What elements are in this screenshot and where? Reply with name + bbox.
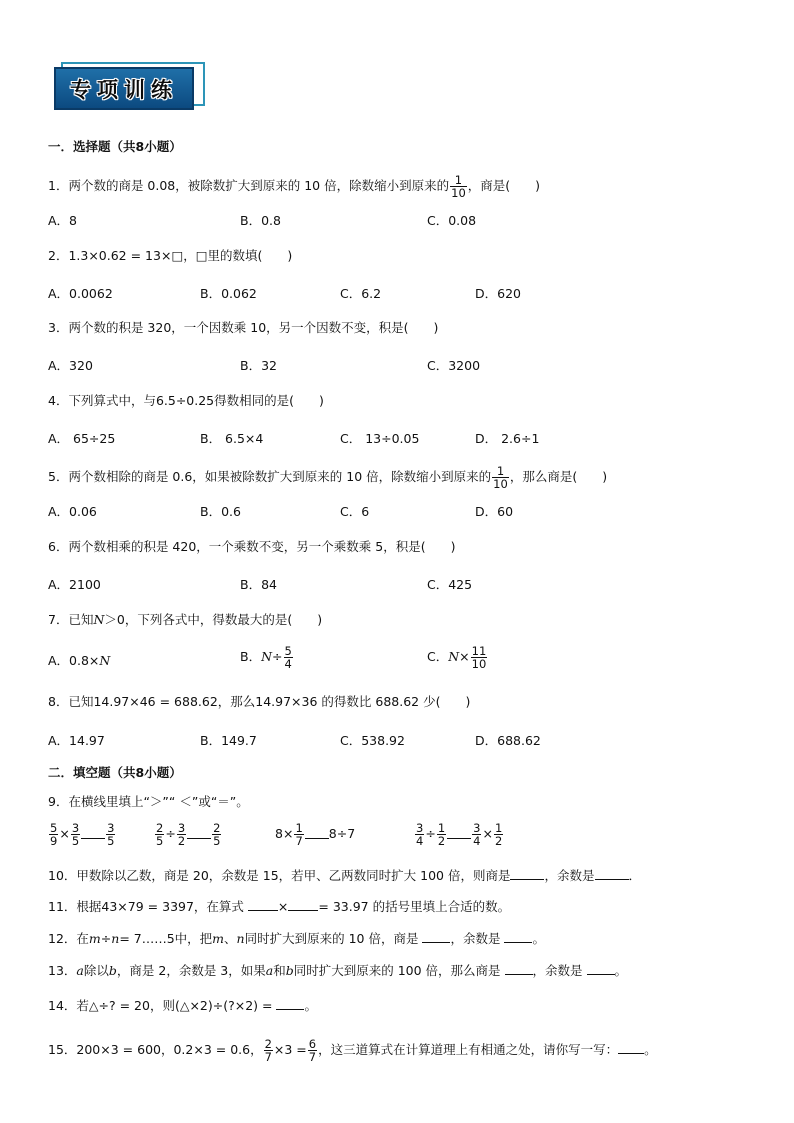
question-10: 10．甲数除以乙数，商是 20，余数是 15，若甲、乙两数同时扩大 100 倍，则商是 ，余数是 ．	[48, 868, 642, 883]
q1-option-c: C．0.08	[427, 213, 477, 228]
q3-option-c: C．3200	[427, 358, 481, 373]
q4-option-d: D． 2.6÷1	[475, 431, 540, 446]
q8-option-c: C．538.92	[340, 733, 405, 748]
question-4: 4．下列算式中，与6.5÷0.25得数相同的是( )	[48, 393, 324, 408]
q2-option-d: D．620	[475, 286, 521, 301]
q12-blank-quotient[interactable]	[422, 930, 450, 943]
section1-heading: 一．选择题（共8小题）	[48, 139, 182, 154]
q13-blank-remainder[interactable]	[587, 962, 615, 975]
q4-option-b: B． 6.5×4	[200, 431, 264, 446]
section2-heading: 二．填空题（共8小题）	[48, 765, 182, 780]
q7-option-a: A．0.8×N	[48, 653, 111, 668]
question-14: 14．若△÷? = 20，则(△×2)÷(?×2) = 。	[48, 998, 317, 1013]
q9-expr-2: $\frac{2}{5}$ ÷ $\frac{3}{2}$ $\frac{2}{5}$	[156, 821, 221, 848]
q15-blank[interactable]	[618, 1041, 644, 1054]
q10-blank-quotient[interactable]	[510, 867, 544, 880]
q12-blank-remainder[interactable]	[504, 930, 532, 943]
q1-fraction: $\frac{1}{10}$	[451, 173, 466, 200]
question-6: 6．两个数相乘的积是 420，一个乘数不变，另一个乘数乘 5，积是( )	[48, 539, 456, 554]
q6-option-b: B．84	[240, 577, 277, 592]
q7-option-b: B．N÷ $\frac{5}{4}$	[240, 644, 292, 671]
question-2: 2．1.3×0.62 = 13×□，□里的数填( )	[48, 248, 293, 263]
q5-option-b: B．0.6	[200, 504, 241, 519]
q8-option-b: B．149.7	[200, 733, 257, 748]
question-8: 8．已知14.97×46 = 688.62，那么14.97×36 的得数比 688.62 少( )	[48, 694, 471, 709]
question-1	[48, 174, 540, 199]
q9-blank-1[interactable]	[81, 830, 105, 839]
q5-option-c: C．6	[340, 504, 370, 519]
q9-expr-3: 8× $\frac{1}{7}$ 8÷7	[275, 821, 356, 848]
q9-expr-1: $\frac{5}{9}$ × $\frac{3}{5}$ $\frac{3}{5}$	[50, 821, 115, 848]
question-15: 15．200×3 = 600，0.2×3 = 0.6， $\frac{2}{7}$ ×3 = $\frac{6}{7}$ ，这三道算式在计算道理上有相通之处，请你写一写： 。	[48, 1037, 657, 1064]
q5-fraction: $\frac{1}{10}$	[493, 464, 508, 491]
q1-option-a: A．8	[48, 213, 78, 228]
q7-option-c: C．N× $\frac{11}{10}$	[427, 644, 487, 671]
banner-title: 专项训练	[54, 67, 194, 110]
q5-text-b: ，那么商是( )	[509, 469, 608, 484]
question-12: 12．在m÷n= 7……5中，把m、n同时扩大到原来的 10 倍，商是 ，余数是 。	[48, 931, 545, 946]
question-13: 13．a除以b，商是 2，余数是 3，如果a和b同时扩大到原来的 100 倍，那么商是 ，余数是 。	[48, 963, 628, 978]
q8-option-d: D．688.62	[475, 733, 541, 748]
q3-option-b: B．32	[240, 358, 277, 373]
q11-blank-1[interactable]	[248, 898, 278, 911]
q9-blank-2[interactable]	[187, 830, 211, 839]
q5-option-d: D．60	[475, 504, 514, 519]
question-9: 9．在横线里填上“＞”“ ＜”或“＝”。	[48, 794, 249, 809]
section-banner	[54, 62, 208, 110]
q7-var-n: N	[93, 612, 105, 627]
question-7: 7．已知N＞0，下列各式中，得数最大的是( )	[48, 612, 323, 627]
q9-blank-4[interactable]	[447, 830, 471, 839]
q2-option-b: B．0.062	[200, 286, 257, 301]
q10-blank-remainder[interactable]	[595, 867, 629, 880]
question-5	[48, 465, 607, 490]
q3-option-a: A．320	[48, 358, 93, 373]
q4-option-c: C． 13÷0.05	[340, 431, 420, 446]
q4-option-a: A． 65÷25	[48, 431, 116, 446]
q13-blank-quotient[interactable]	[505, 962, 533, 975]
q1-text-a: 1．两个数的商是 0.08，被除数扩大到原来的 10 倍，除数缩小到原来的	[48, 178, 450, 193]
question-3: 3．两个数的积是 320，一个因数乘 10，另一个因数不变，积是( )	[48, 320, 439, 335]
q1-option-b: B．0.8	[240, 213, 281, 228]
q6-option-c: C．425	[427, 577, 473, 592]
q9-blank-3[interactable]	[305, 830, 329, 839]
q2-option-a: A．0.0062	[48, 286, 113, 301]
q14-blank[interactable]	[276, 997, 304, 1010]
q5-option-a: A．0.06	[48, 504, 97, 519]
q6-option-a: A．2100	[48, 577, 101, 592]
question-11: 11．根据43×79 = 3397，在算式 × = 33.97 的括号里填上合适的数。	[48, 899, 511, 914]
q1-text-b: ，商是( )	[467, 178, 541, 193]
q11-blank-2[interactable]	[288, 898, 318, 911]
q2-option-c: C．6.2	[340, 286, 382, 301]
q8-option-a: A．14.97	[48, 733, 105, 748]
q5-text-a: 5．两个数相除的商是 0.6，如果被除数扩大到原来的 10 倍，除数缩小到原来的	[48, 469, 492, 484]
q9-expr-4: $\frac{3}{4}$ ÷ $\frac{1}{2}$ $\frac{3}{4}$ × $\frac{1}{2}$	[416, 821, 503, 848]
